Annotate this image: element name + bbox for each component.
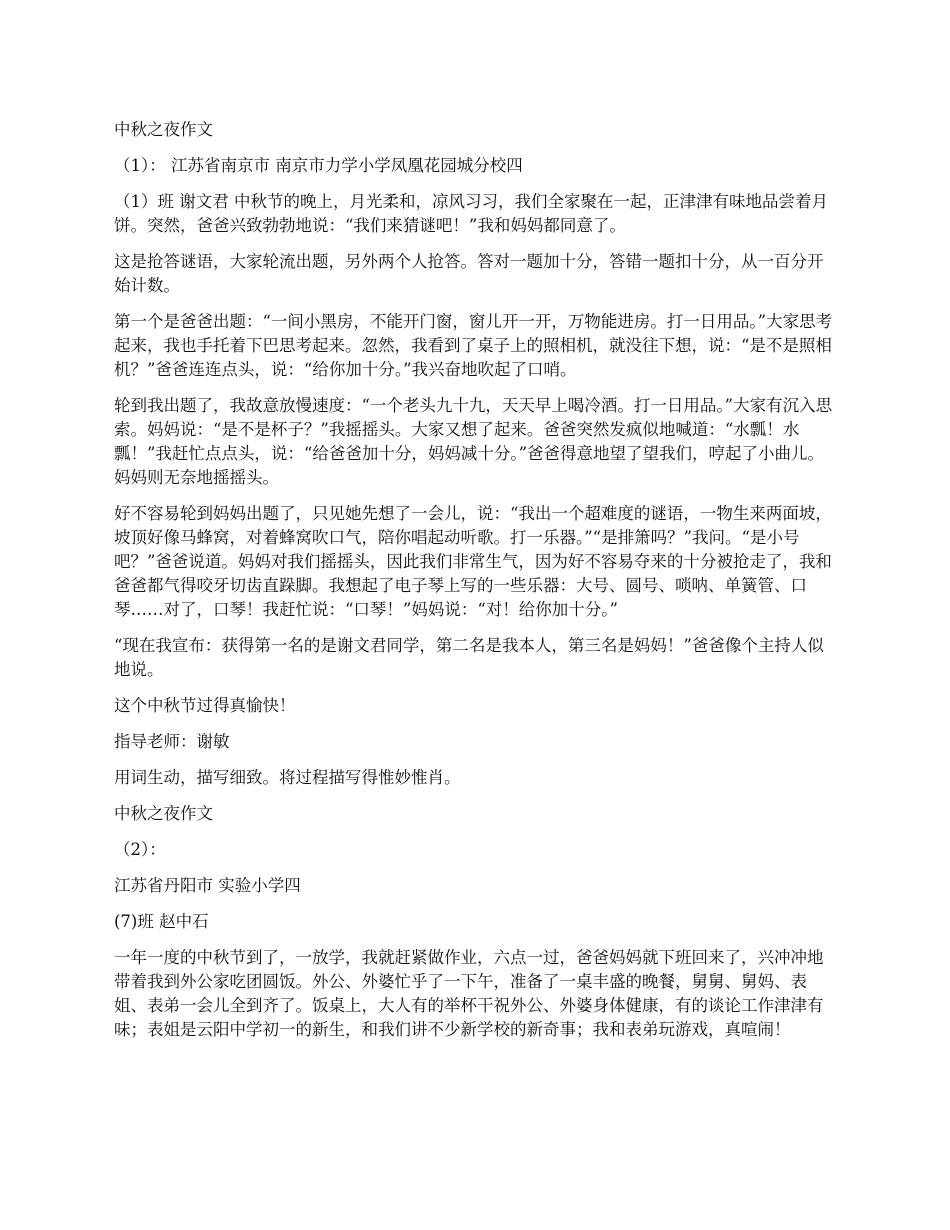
essay-title-2: 中秋之夜作文: [114, 804, 213, 823]
author-school-2: 江苏省丹阳市 实验小学四: [114, 876, 301, 895]
essay-paragraph: 一年一度的中秋节到了，一放学，我就赶紧做作业，六点一过，爸爸妈妈就下班回来了，兴冲冲地带着我到外公家吃团圆饭。外公、外婆忙乎了一下午，准备了一桌丰盛的晚餐，舅舅、舅妈、表姐、表弟一会儿全到齐了。饭桌上，大人有的举杯干祝外公、外婆身体健康，有的谈论工作津津有味；表姐是云阳中学初一的新生，和我们讲不少新学校的新奇事；我和表弟玩游戏，真喧闹！: [114, 948, 824, 1039]
essay-title-1: 中秋之夜作文: [114, 120, 213, 139]
essay-paragraph: 轮到我出题了，我故意放慢速度：“一个老头九十九，天天早上喝冷酒。打一日用品。”大家有沉入思索。妈妈说：“是不是杯子？”我摇摇头。大家又想了起来。爸爸突然发疯似地喊道：“水瓢！水瓢！”我赶忙点点头，说：“给爸爸加十分，妈妈减十分。”爸爸得意地望了望我们，哼起了小曲儿。妈妈则无奈地摇摇头。: [114, 396, 833, 487]
essay-paragraph: 这个中秋节过得真愉快！: [114, 696, 296, 715]
essay-paragraph: “现在我宣布：获得第一名的是谢文君同学，第二名是我本人，第三名是妈妈！”爸爸像个主持人似地说。: [114, 636, 824, 679]
essay-paragraph: 好不容易轮到妈妈出题了，只见她先想了一会儿，说：“我出一个超难度的谜语，一物生来两面坡，坡顶好像马蜂窝，对着蜂窝吹口气，陪你唱起动听歌。打一乐器。”“是排箫吗？”我问。“是小号吧？”爸爸说道。妈妈对我们摇摇头，因此我们非常生气，因为好不容易夺来的十分被抢走了，我和爸爸都气得咬牙切齿直跺脚。我想起了电子琴上写的一些乐器：大号、圆号、唢呐、单簧管、口琴……对了，口琴！我赶忙说：“口琴！”妈妈说：“对！给你加十分。”: [114, 504, 832, 619]
document-page: [114, 118, 838, 1054]
essay-number-2: （2）：: [114, 840, 166, 859]
essay-paragraph: 第一个是爸爸出题：“一间小黑房，不能开门窗，窗儿开一开，万物能进房。打一日用品。”大家思考起来，我也手托着下巴思考起来。忽然，我看到了桌子上的照相机，就没往下想，说：“是不是照相机？”爸爸连连点头，说：“给你加十分。”我兴奋地吹起了口哨。: [114, 312, 833, 379]
essay-paragraph: 这是抢答谜语，大家轮流出题，另外两个人抢答。答对一题加十分，答错一题扣十分，从一百分开始计数。: [114, 252, 824, 295]
essay-paragraph: （1）班 谢文君 中秋节的晚上，月光柔和，凉风习习，我们全家聚在一起，正津津有味地品尝着月饼。突然，爸爸兴致勃勃地说：“我们来猜谜吧！”我和妈妈都同意了。: [114, 192, 828, 235]
teacher-line: 指导老师：谢敏: [114, 732, 230, 751]
author-info-1: （1）： 江苏省南京市 南京市力学小学凤凰花园城分校四: [114, 156, 523, 175]
author-class-2: (7)班 赵中石: [114, 912, 209, 931]
teacher-comment: 用词生动，描写细致。将过程描写得惟妙惟肖。: [114, 768, 461, 787]
